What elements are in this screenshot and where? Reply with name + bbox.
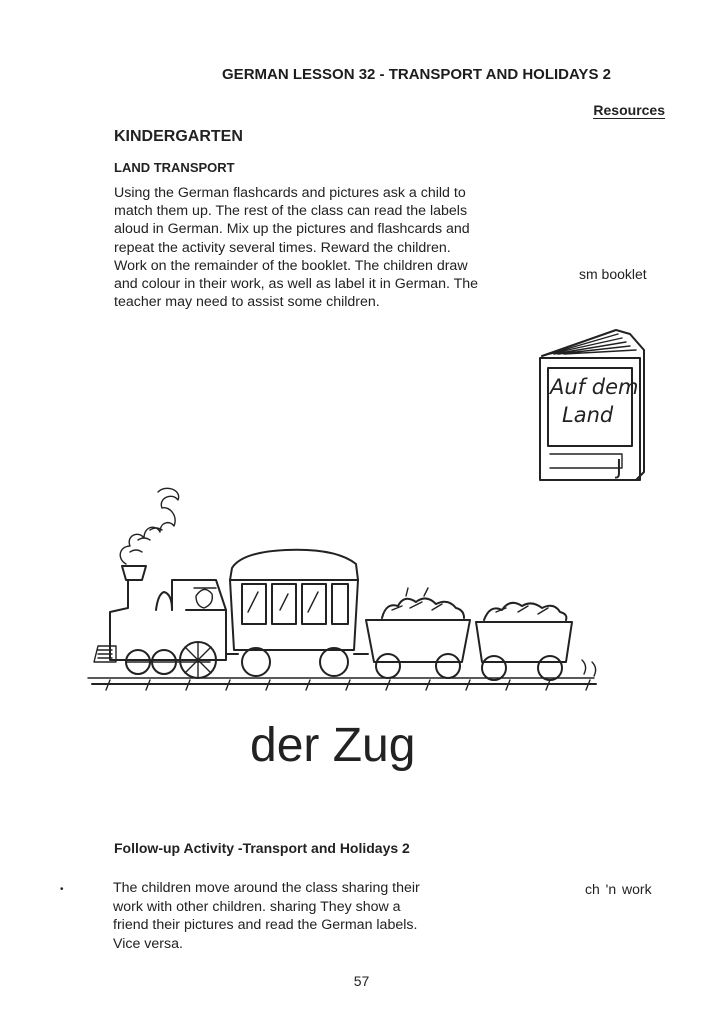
- bullet-mark: •: [60, 884, 64, 895]
- paragraph-line: match them up. The rest of the class can read the labels: [114, 203, 468, 220]
- paragraph-line: friend their pictures and read the German labels.: [113, 917, 418, 934]
- section-subheading: LAND TRANSPORT: [114, 160, 235, 175]
- booklet-corner-mark: J: [616, 455, 622, 479]
- paragraph-line: and colour in their work, as well as label it in German. The: [114, 276, 479, 293]
- paragraph-line: aloud in German. Mix up the pictures and flashcards and: [114, 221, 470, 238]
- booklet-title-line1: Auf dem: [550, 375, 639, 399]
- follow-up-heading: Follow-up Activity -Transport and Holidays 2: [114, 840, 410, 856]
- paragraph-line: Work on the remainder of the booklet. The children draw: [114, 257, 468, 274]
- paragraph-line: repeat the activity several times. Reward the children.: [114, 239, 451, 256]
- paragraph-line: teacher may need to assist some children.: [114, 294, 380, 311]
- page-title: GERMAN LESSON 32 - TRANSPORT AND HOLIDAYS 2: [222, 66, 611, 83]
- page-number: 57: [353, 973, 370, 989]
- resources-heading: Resources: [593, 102, 665, 118]
- instructions-paragraph: [114, 184, 539, 311]
- resource-booklet: sm booklet: [579, 266, 647, 282]
- paragraph-line: Using the German flashcards and pictures ask a child to: [114, 185, 466, 201]
- train-caption: der Zug: [250, 719, 416, 772]
- follow-up-paragraph: [113, 879, 478, 953]
- paragraph-line: The children move around the class sharing their: [113, 880, 420, 896]
- booklet-title-line2: Land: [562, 403, 614, 427]
- train-illustration: [86, 484, 606, 698]
- section-heading: KINDERGARTEN: [114, 128, 243, 145]
- paragraph-line: Vice versa.: [113, 935, 183, 952]
- booklet-illustration: [536, 322, 648, 488]
- resource-work: ch 'n work: [585, 881, 652, 897]
- paragraph-line: work with other children. sharing They show a: [113, 898, 401, 915]
